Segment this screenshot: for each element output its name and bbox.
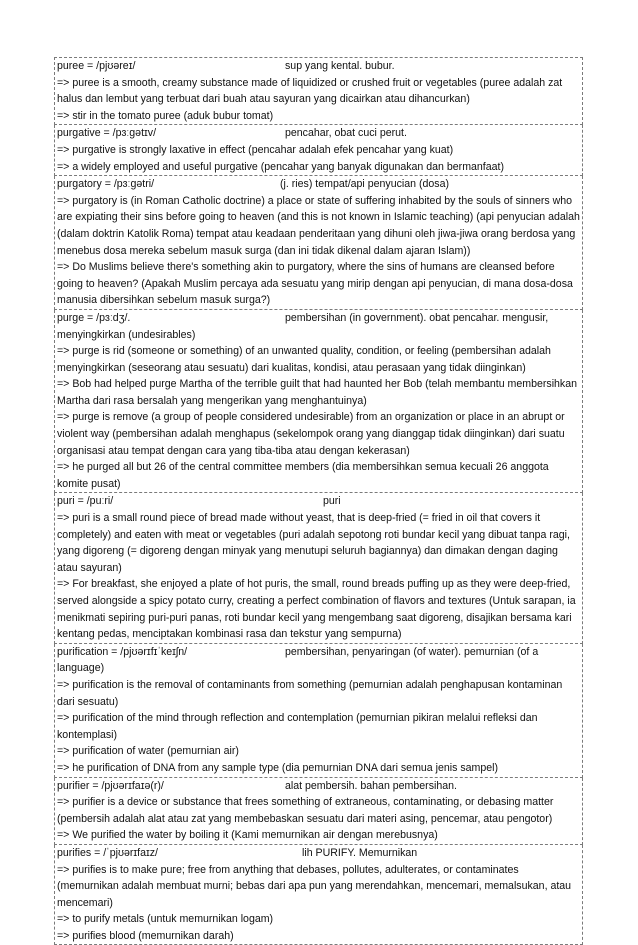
entry-line: => purification of water (pemurnian air) [57,745,239,758]
entry-term: puri = /puːri/ [57,495,114,508]
entry-head [57,310,580,343]
entry-term: purgatory = /pɜːɡətri/ [57,178,155,191]
entry-gloss: alat pembersih. bahan pembersihan. [285,779,457,792]
dictionary-page [54,57,583,945]
entry-gloss: pembersihan (in government). obat pencahar. mengusir, menyingkirkan (undesirables) [57,311,549,341]
entry-line: => purification of the mind through reflection and contemplation (pemurnian pikiran melalui refleksi dan kontemplasi) [57,712,538,741]
entry-term: purifies = /ˈpjʊərɪfaɪz/ [57,846,158,859]
entry-gloss: puri [323,495,341,508]
entry-purgatory [54,176,583,310]
entry-head [57,644,580,677]
entry-gloss: pencahar, obat cuci perut. [285,127,407,140]
entry-term: purifier = /pjʊərɪfaɪə(r)/ [57,779,164,792]
entry-line: => puri is a small round piece of bread made without yeast, that is deep-fried (= fried in oil that covers it completely) and eaten with meat or vegetables (puri adalah sepotong roti bundar kecil yang dibuat tanpa ragi, yang digoreng (= digoreng dengan minyak yang menutupi seluruh bagiannya) dan dimakan dengan daging atau sayuran) [57,512,570,574]
entry-line: => he purification of DNA from any sample type (dia pemurnian DNA dari semua jenis sampel) [57,761,499,774]
entry-line: => purification is the removal of contaminants from something (pemurnian adalah penghapusan kontaminan dari sesuatu) [57,678,563,708]
entry-gloss: pembersihan, penyaringan (of water). pemurnian (of a language) [57,645,539,675]
entry-gloss: (j. ries) tempat/api penyucian (dosa) [280,178,449,191]
entry-line: => We purified the water by boiling it (Kami memurnikan air dengan merebusnya) [57,829,438,842]
entry-head [57,778,580,795]
entry-line: => For breakfast, she enjoyed a plate of hot puris, the small, round breads puffing up as they were deep-fried, served alongside a spicy potato curry, creating a perfect combination of flavors and textures (Untuk sarapan, ia menikmati sepiring puri-puri panas, roti bundar kecil yang mengembang saat digoreng, disajikan bersama kari kentang pedas, menciptakan kombinasi rasa dan tekstur yang sempurna) [57,578,576,641]
entry-line: => purifier is a device or substance that frees something of extraneous, contaminating, or debasing matter (pembersih adalah alat atau zat yang membebaskan sesuatu dari materi asing, pencemar, atau pengotor) [57,796,554,825]
entry-line: => Bob had helped purge Martha of the terrible guilt that had haunted her Bob (telah membantu membersihkan Martha dari rasa bersalah yang mengerikan yang menghantuinya) [57,378,578,407]
entry-line: => purifies blood (memurnikan darah) [57,929,234,942]
entry-term: purge = /pɜːdʒ/. [57,311,131,324]
entry-line: => purgatory is (in Roman Catholic doctrine) a place or state of suffering inhabited by the souls of sinners who are expiating their sins before going to heaven (and this is not known in Islamic teaching) (api penyucian adalah (dalam doktrin Katolik Roma) tempat atau keadaan penderitaan yang dihuni oleh jiwa-jiwa orang berdosa yang menebus dosa mereka sebelum masuk surga (dan ini tidak dikenal dalam ajaran Islam)) [57,194,580,257]
entry-head [57,58,580,75]
entry-head [57,125,580,142]
entry-purgative [54,125,583,176]
entry-line: => he purged all but 26 of the central committee members (dia membersihkan semua kecuali 26 anggota komite pusat) [57,461,549,490]
entry-gloss: sup yang kental. bubur. [285,60,395,72]
entry-line: => stir in the tomato puree (aduk bubur tomat) [57,109,274,122]
entry-term: purgative = /pɜːɡətɪv/ [57,127,157,140]
entry-puree [54,57,583,125]
entry-purification [54,644,583,778]
entry-term: purification = /pjʊərɪfɪˈkeɪʃn/ [57,645,188,658]
entry-purifier [54,778,583,845]
entry-purifies [54,845,583,945]
entry-purge [54,310,583,494]
entry-head [57,176,580,193]
entry-line: => a widely employed and useful purgative (pencahar yang banyak digunakan dan bermanfaat) [57,160,505,173]
entry-line: => to purify metals (untuk memurnikan logam) [57,913,274,926]
entry-line: => puree is a smooth, creamy substance made of liquidized or crushed fruit or vegetables (puree adalah zat halus dan lembut yang terbuat dari buah atau sayuran yang dicairkan atau dihancurkan) [57,76,563,106]
entry-head [57,845,580,862]
entry-head [57,493,580,510]
entry-line: => Do Muslims believe there's something akin to purgatory, where the sins of humans are cleansed before going to heaven? (Apakah Muslim percaya ada sesuatu yang mirip dengan api penyucian, di mana dosa-dosa manusia dibersihkan sebelum masuk surga?) [57,261,573,307]
entry-line: => purge is rid (someone or something) of an unwanted quality, condition, or feeling (pembersihan adalah menyingkirkan (seseorang atau sesuatu) dari kualitas, kondisi, atau perasaan yang tidak diinginkan) [57,345,551,374]
entry-line: => purgative is strongly laxative in effect (pencahar adalah efek pencahar yang kuat) [57,143,454,156]
entry-line: => purge is remove (a group of people considered undesirable) from an organization or place in an abrupt or violent way (pembersihan adalah menghapus (sekelompok orang yang dianggap tidak diinginkan) dari suatu organisasi atau tempat dengan cara yang tiba-tiba atau dengan kekerasan) [57,411,565,457]
entry-puri [54,493,583,643]
entry-line: => purifies is to make pure; free from anything that debases, pollutes, adulterates, or contaminates (memurnikan adalah membuat murni; bebas dari apa pun yang merendahkan, mencemari, memalsukan, atau mencemari) [57,863,572,909]
entry-gloss: lih PURIFY. Memurnikan [302,846,418,859]
entry-term: puree = /pjʊəreɪ/ [57,60,136,72]
